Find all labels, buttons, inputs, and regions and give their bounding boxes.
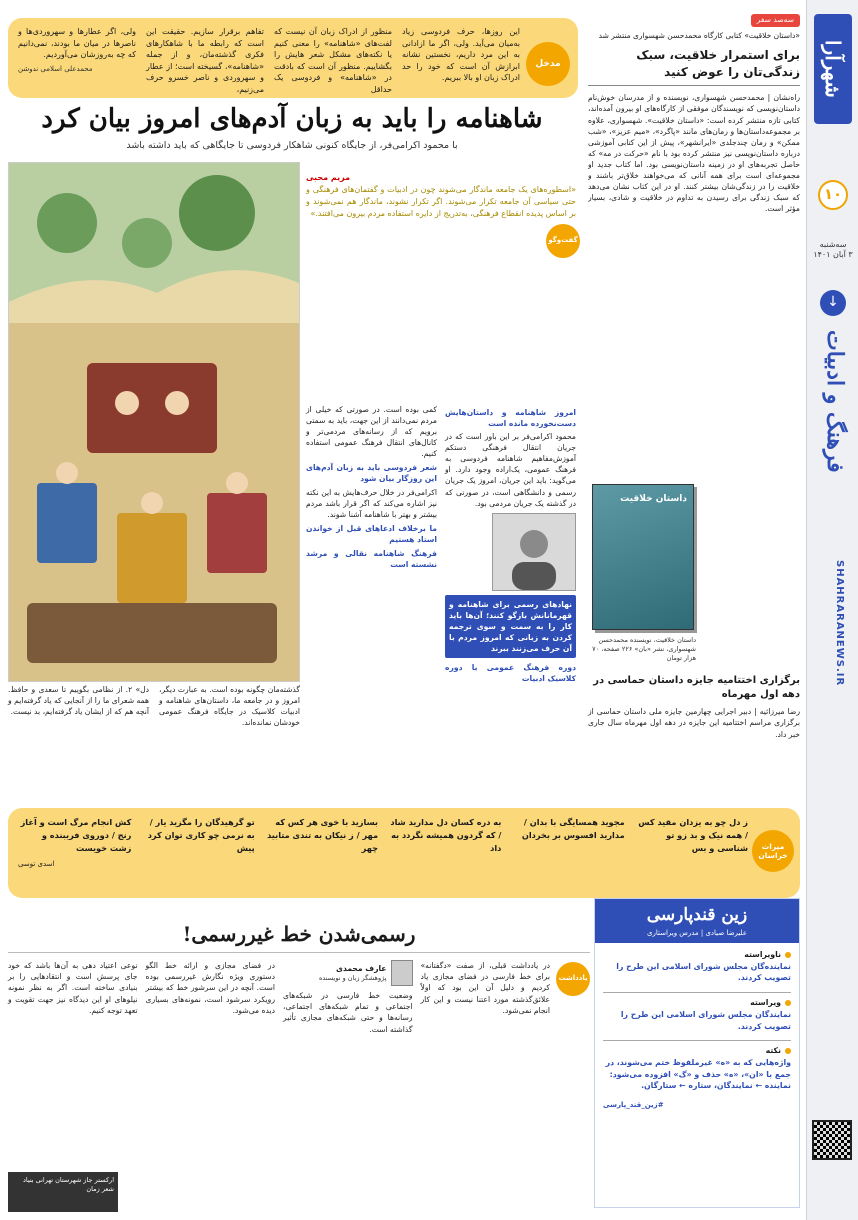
masthead-strip xyxy=(806,0,858,1220)
note-col-2 xyxy=(283,960,413,1035)
bullet-icon xyxy=(785,952,791,958)
author-role: پژوهشگر زبان و نویسنده xyxy=(318,973,387,982)
madkhal-badge: مدخل xyxy=(526,42,570,86)
tip-category xyxy=(603,949,791,961)
main-headline[interactable]: شاهنامه را باید به زبان آدم‌های امروز بیان کرد xyxy=(41,104,543,134)
book-news-headline[interactable]: برای استمرار خلاقیت، سبک زندگی‌تان را عوض کنید xyxy=(588,47,800,86)
subhead-4: ما برخلاف ادعاهای قبل از خواندن استاد هستیم xyxy=(306,523,437,544)
bullet-icon xyxy=(785,1048,791,1054)
page-number: ۱۰ xyxy=(818,180,848,210)
verse-2: مجوید همسایگی با بدان / مدارید افسوس بر بخردان xyxy=(521,817,625,841)
issue-day: سه‌شنبه xyxy=(819,240,847,249)
kicker-badge: سه‌صد سفر xyxy=(751,14,800,27)
heritage-badge: میراث خراسان xyxy=(752,830,794,872)
col1-text: محمود اکرامی‌فر بر این باور است که در جریان انتقال فرهنگی دستکم آموزش‌مفاهیم شاهنامه فردوسی به فرهنگ عمومی، یک‌اراده وجود دارد. او می‌گوید: باید این جریان، امروز یک جریان رسمی و دانشگاهی است، در صورتی که در گذشته یک جریان مردمی بود. xyxy=(445,432,576,508)
verse-6-block xyxy=(18,816,131,890)
tip-text: نماینده‌گان مجلس شورای اسلامی این طرح را تصویب کردند. xyxy=(616,961,791,983)
subhead-3: شعر فردوسی باید به زبان آدم‌های این روزگار بیان شود xyxy=(306,463,437,484)
site-url[interactable]: SHAHRARANEWS.IR xyxy=(834,560,845,687)
lower-columns xyxy=(8,684,300,728)
interview-badge: گفت‌وگو xyxy=(546,224,580,258)
verse-4: بسازید با خوی هر کس که مهر / ز نیکان به تندی متابید چهر xyxy=(267,817,379,854)
note-col-4: نوعی اعتیاد دهی به آن‌ها باشد که خود جای پرسش است و انتقادهایی را بر بنیادی ساخته است. اگر به نظر نمونه نیلوهای او این دیدگاه نیز جهت تقویت و تعهد توجه کنیم. xyxy=(8,961,138,1015)
reporter-name: مریم محبی xyxy=(306,173,351,182)
pull-quote: نهادهای رسمی برای شاهنامه و قهرمانانش بازگو کنند؛ آن‌ها باید کار را به سمت و سوی ترجمه کردن به زبانی که امروز مردم با آن حرف می‌زنند ببرند xyxy=(445,595,576,658)
article-col-2 xyxy=(306,404,437,686)
book-caption: داستان خلاقیت، نویسنده محمدحسن شهسواری، نشر «بان» ۲۲۶ صفحه، ۷۰ هزار تومان xyxy=(592,636,696,662)
note-col-1: در یادداشت قبلی، از صفت «دگفتانه» برای خط فارسی در فضای مجازی یاد کردیم و دلیل آن این بود که اولاً علائق‌گذشته مورد اعتنا نیست و این کار انجام نمی‌شود. xyxy=(420,961,550,1015)
poem-band xyxy=(8,808,800,898)
tip-box-subtitle: علیرضا صیادی | مدرس ویراستاری xyxy=(595,927,799,943)
subhead-1: امروز شاهنامه و داستان‌هایش دست‌نخورده مانده است xyxy=(445,408,576,429)
divider xyxy=(603,992,791,993)
person-icon xyxy=(504,520,564,590)
verse-6: کش انجام مرگ است و آغاز رنج / دوروی فریبنده و زشت خویست xyxy=(20,817,132,854)
col2-text: کمی بوده است. در صورتی که خیلی از مردم نمی‌دانند از این جهت، باید به سمتی برویم که از رسانه‌های مردمی‌تر و کانال‌های انتقال فرهنگ عمومی استفاده کنیم. xyxy=(306,405,437,459)
quote-col-4 xyxy=(18,26,136,90)
book-cover-image xyxy=(592,484,694,630)
quote-signature: محمدعلی اسلامی ندوشن xyxy=(18,64,93,73)
author-avatar xyxy=(391,960,413,986)
tip-items xyxy=(595,943,799,1116)
main-byline: با محمود اکرامی‌فر، از جایگاه کنونی شاهکار فردوسی تا جایگاهی که باید داشته باشد xyxy=(126,140,458,152)
award-news xyxy=(588,669,800,740)
book-cover-title: داستان خلاقیت xyxy=(620,494,687,504)
author-name: عارف محمدی xyxy=(336,963,387,973)
quote-col-2: منظور از ادراک زبان آن نیست که لفت‌های «شاهنامه» را معنی کنیم یا نکته‌های مشکل شعر هایش را بگشاییم. منظور آن است که بادقت در «شاهنامه» و فردوسی یک حداقل xyxy=(274,27,392,94)
bullet-icon xyxy=(785,1000,791,1006)
tip-text: واژه‌هایی که به «ه» غیرملفوظ ختم می‌شوند، در جمع با «ان»، «ه» حذف و «گ» افزوده می‌شود: نماینده ← نمایندگان، ستاره ← ستارگان. xyxy=(605,1057,791,1091)
quote-col-3: تفاهم برقرار سازیم. حقیقت این است که رابطه ما با شاهکارهای فکری گذشته‌مان، و از جمله «شاهنامه»، گسیخته است؛ از عطار و سهروردی و ناصر خسرو حرف می‌زنیم، xyxy=(146,27,264,94)
tip-category xyxy=(603,1045,791,1057)
tip-text: نمایندگان مجلس شورای اسلامی این طرح را تصویب کردند. xyxy=(620,1009,791,1031)
col5-text: دل» ۲. از نظامی بگوییم تا سعدی و حافظ. همه شعرای ما را از آنجایی که یاد گرفته‌ایم و آنچه هم که از ایشان یاد گرفته‌ایم، بد نیست. xyxy=(8,685,149,717)
tip-category xyxy=(603,997,791,1009)
miniature-painting-svg xyxy=(8,163,299,682)
note-columns xyxy=(8,960,550,1035)
tip-category-label: ناویراسته xyxy=(744,950,781,960)
book-news-lede: «داستان خلاقیت» کتابی کارگاه محمدحسن شهسواری منتشر شد xyxy=(598,30,800,40)
subhead-5: فرهنگ شاهنامه نقالی و مرشد نشسته است xyxy=(306,548,437,570)
interviewee-portrait xyxy=(492,513,576,591)
ad-banner[interactable]: ارکستر جاز شهرستان تهرانی بنیاد شعر زمان xyxy=(8,1172,118,1212)
intro-text: «اسطوره‌های یک جامعه ماندگار می‌شوند چون در ادبیات و گفتمان‌های فرهنگی و حتی سیاسی آن جامعه تکرار می‌شوند. اگر تکرار نشوند، ماندگار هم نمی‌شوند و بر اساس پدیده انقطاع فرهنگی، به‌تدریج از دایره استفاده مردم بیرون می‌افتند.» xyxy=(306,185,576,218)
note-headline[interactable]: رسمی‌شدن خط غیررسمی! xyxy=(8,920,590,953)
note-col-3: در فضای مجازی و ارائه خط الگو دستوری ویژه نگارش غیررسمی بوده است. آنچه در این سرشور خط که بیشتر رویکرد سرشود است، نمونه‌های بسیاری دیده می‌شود. xyxy=(145,961,275,1015)
miniature-painting xyxy=(8,162,300,682)
qr-code-icon[interactable] xyxy=(812,1120,852,1160)
book-news-body: راه‌نشان | محمدحسن شهسواری، نویسنده و از مدرسان خوش‌نام داستان‌نویسی که نویسندگان موفقی از کارگاه‌های او بیرون آمده‌اند، کتابی تازه منتشر کرده است: «داستان خلاقیت». شهسواری، علاوه بر مجموعه‌داستان‌ها و رمان‌های مانند «پاگرد»، «میم عزیز»، «شب ممکن» و رمان چندجلدی «ایرانشهر»، پیش از این کتابی آموزشی درباره داستان‌نویسی نیز منتشر کرده بود با نام «حرکت در مه» که حاصل تجربه‌های او در زمینه داستان‌نویسی بود. اما کتاب جدید او مجموعه‌ای است برای همه آنانی که می‌خواهند خلاق‌تر باشند و خلاقیت را در زندگی‌شان بیشتر کنند. او در این کتاب نشان می‌دهد که سبک زندگی برای رسیدن به تداوم در خلاقیت و شادی، بسیار مؤثر است. xyxy=(588,93,800,214)
col3-text: اکرامی‌فر در خلال حرف‌هایش به این نکته نیز اشاره می‌کند که اگر قرار باشد مردم بیشتر و بهتر با شاهنامه آشنا شوند. xyxy=(306,487,437,519)
right-news-column xyxy=(588,14,800,769)
col4-text: گذشته‌مان چگونه بوده است. به عبارت دیگر، امروز و در جامعه ما، داستان‌های شاهنامه و ادبیات کلاسیک در جایگاه فرهنگ عمومی خودشان نمانده‌اند. xyxy=(159,685,300,728)
verse-5: تو گرهیدگان را مگزید یار / به نرمی چو کاری توان کرد پیش xyxy=(147,817,255,854)
article-columns xyxy=(306,404,576,686)
tip-hashtag[interactable]: #زین_قند_پارسی xyxy=(603,1100,664,1109)
intro-quote xyxy=(306,172,576,220)
note-col-2-text: وضعیت خط فارسی در شبکه‌های اجتماعی و تمام شبکه‌های اجتماعی، رسانه‌ها و حتی شبکه‌های مجازی تأثیر گذاشته است. xyxy=(283,991,413,1034)
subhead-2: دوره فرهنگ عمومی با دوره کلاسیک ادبیات xyxy=(445,663,576,684)
poet-signature: اسدی توسی xyxy=(18,860,55,869)
author-info xyxy=(319,963,387,984)
note-badge: یادداشت xyxy=(556,962,590,996)
award-headline[interactable]: برگزاری اختتامیه جایزه داستان حماسی در دهه اول مهرماه xyxy=(593,675,800,701)
quote-col-4-text: ولی، اگر عطارها و سهروردی‌ها و ناصرها در میان ما بودند، نمی‌دانیم که چه به‌روزشان می‌آوردیم. xyxy=(18,27,136,60)
tip-item xyxy=(603,1045,791,1092)
tip-box-title: زین قندپارسی xyxy=(595,899,799,927)
verse-1: ز دل چو به یزدان مقید کس / همه نیک و بد زو تو شناسی و بس xyxy=(638,817,748,854)
language-tip-box xyxy=(594,898,800,1208)
note-author xyxy=(283,960,413,986)
quote-col-1: این روزها، حرف فردوسی زیاد به‌میان می‌آید. ولی، اگر ما ازادانی به این مرد داریم، نخستین نشانه ابرازش آن است که خود را حد ادراک زبان او بالا ببریم. xyxy=(402,27,520,83)
tip-category-label: ویراسته xyxy=(750,998,781,1008)
divider xyxy=(603,1040,791,1041)
main-article xyxy=(8,104,576,804)
tip-item xyxy=(603,997,791,1032)
tip-category-label: نکته xyxy=(765,1046,781,1056)
issue-date-text: ۳ آبان ۱۴۰۱ xyxy=(813,250,853,260)
award-body: رضا میرزائیه | دبیر اجرایی چهارمین جایزه ملی داستان حماسی از برگزاری مراسم اختتامیه این جایزه در دهه اول مهرماه سال جاری خبر داد. xyxy=(588,707,800,739)
article-col-1 xyxy=(445,404,576,686)
newspaper-logo[interactable]: شهرآرا xyxy=(814,14,852,124)
arrow-down-icon: ↓ xyxy=(820,290,846,316)
section-title: فرهنگ و ادبیات xyxy=(822,330,848,473)
top-quote-box xyxy=(8,18,578,98)
tip-item xyxy=(603,949,791,984)
issue-date xyxy=(812,240,854,261)
verse-3: به دره کسان دل مدارید شاد / که گردون همیشه نگردد به داد xyxy=(390,817,502,854)
